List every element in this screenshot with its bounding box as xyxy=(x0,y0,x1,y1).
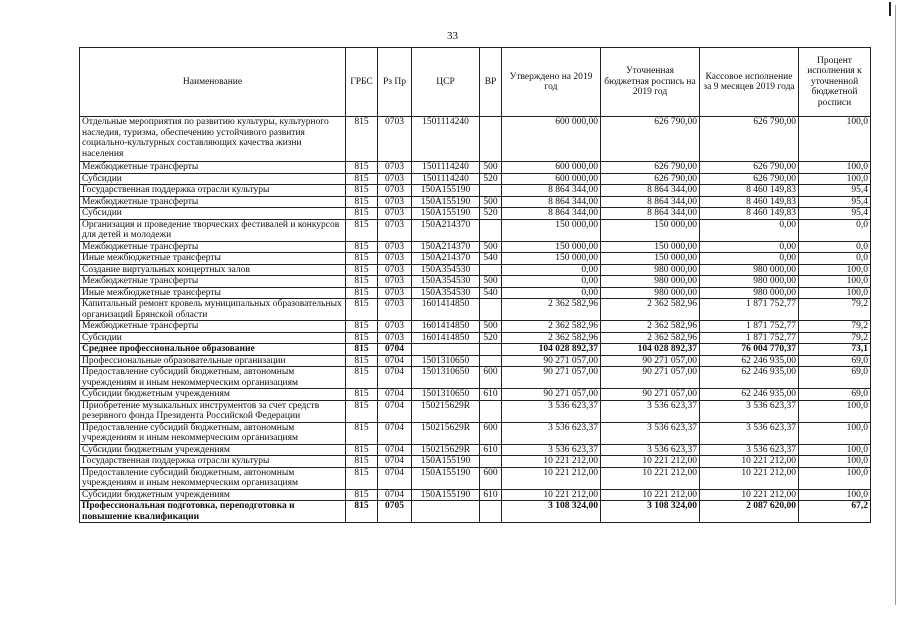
cell-name: Организация и проведение творческих фестивалей и конкурсов для детей и молодежи xyxy=(80,219,346,241)
cell-rzpr: 0703 xyxy=(378,321,412,333)
cell-grbs: 815 xyxy=(346,355,378,367)
cell-grbs: 815 xyxy=(346,467,378,489)
col-header-name: Наименование xyxy=(80,48,346,117)
cell-rzpr: 0703 xyxy=(378,332,412,344)
cell-vr: 610 xyxy=(480,489,502,501)
cell-csr: 150А214370 xyxy=(412,253,480,265)
cell-cash: 1 871 752,77 xyxy=(700,299,799,321)
cell-rzpr: 0703 xyxy=(378,287,412,299)
cell-csr: 150215629R xyxy=(412,422,480,444)
cell-percent: 79,2 xyxy=(799,299,871,321)
table-row xyxy=(80,444,871,456)
cell-percent: 95,4 xyxy=(799,185,871,197)
cell-cash: 62 246 935,00 xyxy=(700,389,799,401)
cell-name: Среднее профессиональное образование xyxy=(80,344,346,356)
cell-cash: 10 221 212,00 xyxy=(700,456,799,468)
cell-percent: 69,0 xyxy=(799,355,871,367)
cell-refined: 2 362 582,96 xyxy=(601,321,700,333)
cell-refined: 90 271 057,00 xyxy=(601,389,700,401)
cell-refined: 2 362 582,96 xyxy=(601,332,700,344)
cell-vr xyxy=(480,400,502,422)
cell-grbs: 815 xyxy=(346,444,378,456)
cell-cash: 8 460 149,83 xyxy=(700,208,799,220)
cell-grbs: 815 xyxy=(346,264,378,276)
cell-vr: 500 xyxy=(480,321,502,333)
cell-approved: 600 000,00 xyxy=(502,117,601,162)
cell-approved: 0,00 xyxy=(502,287,601,299)
cell-refined: 980 000,00 xyxy=(601,276,700,288)
cell-cash: 980 000,00 xyxy=(700,287,799,299)
cell-name: Приобретение музыкальных инструментов за счет средств резервного фонда Президента Российской Федерации xyxy=(80,400,346,422)
table-row xyxy=(80,344,871,356)
cell-rzpr: 0703 xyxy=(378,219,412,241)
table-row xyxy=(80,389,871,401)
cell-grbs: 815 xyxy=(346,332,378,344)
cell-approved: 2 362 582,96 xyxy=(502,332,601,344)
cell-refined: 3 536 623,37 xyxy=(601,444,700,456)
cell-csr: 150А155190 xyxy=(412,489,480,501)
cell-rzpr: 0703 xyxy=(378,162,412,174)
cell-cash: 626 790,00 xyxy=(700,162,799,174)
cell-grbs: 815 xyxy=(346,276,378,288)
cell-refined: 150 000,00 xyxy=(601,253,700,265)
table-header xyxy=(80,48,871,117)
cell-grbs: 815 xyxy=(346,173,378,185)
cell-approved: 0,00 xyxy=(502,264,601,276)
cell-rzpr: 0703 xyxy=(378,208,412,220)
cell-refined: 980 000,00 xyxy=(601,264,700,276)
cell-refined: 10 221 212,00 xyxy=(601,456,700,468)
page-number: 33 xyxy=(447,30,458,42)
cell-rzpr: 0704 xyxy=(378,367,412,389)
cell-approved: 600 000,00 xyxy=(502,173,601,185)
cell-csr: 1501114240 xyxy=(412,173,480,185)
cell-name: Субсидии бюджетным учреждениям xyxy=(80,389,346,401)
cell-grbs: 815 xyxy=(346,219,378,241)
cell-name: Межбюджетные трансферты xyxy=(80,241,346,253)
cell-name: Субсидии бюджетным учреждениям xyxy=(80,489,346,501)
cell-approved: 3 536 623,37 xyxy=(502,400,601,422)
table-row xyxy=(80,264,871,276)
table-row xyxy=(80,355,871,367)
cell-csr: 150215629R xyxy=(412,444,480,456)
cell-refined: 3 108 324,00 xyxy=(601,501,700,523)
table-row xyxy=(80,489,871,501)
cell-refined: 980 000,00 xyxy=(601,287,700,299)
cell-approved: 3 108 324,00 xyxy=(502,501,601,523)
cell-cash: 76 004 770,37 xyxy=(700,344,799,356)
col-header-grbs: ГРБС xyxy=(346,48,378,117)
cell-percent: 0,0 xyxy=(799,253,871,265)
cell-grbs: 815 xyxy=(346,422,378,444)
page-edge-mark xyxy=(889,2,891,16)
cell-refined: 3 536 623,37 xyxy=(601,422,700,444)
cell-csr: 150А155190 xyxy=(412,196,480,208)
cell-vr xyxy=(480,219,502,241)
table-row xyxy=(80,456,871,468)
table-row xyxy=(80,332,871,344)
cell-name: Государственная поддержка отрасли культуры xyxy=(80,185,346,197)
cell-name: Субсидии xyxy=(80,332,346,344)
cell-vr xyxy=(480,501,502,523)
cell-rzpr: 0703 xyxy=(378,299,412,321)
cell-approved: 150 000,00 xyxy=(502,253,601,265)
cell-vr: 610 xyxy=(480,444,502,456)
cell-cash: 626 790,00 xyxy=(700,117,799,162)
cell-csr: 150А354530 xyxy=(412,287,480,299)
cell-csr: 150А214370 xyxy=(412,219,480,241)
table-row xyxy=(80,400,871,422)
cell-rzpr: 0703 xyxy=(378,253,412,265)
cell-percent: 100,0 xyxy=(799,276,871,288)
cell-cash: 0,00 xyxy=(700,241,799,253)
cell-cash: 62 246 935,00 xyxy=(700,367,799,389)
cell-vr: 520 xyxy=(480,208,502,220)
cell-approved: 90 271 057,00 xyxy=(502,389,601,401)
cell-refined: 3 536 623,37 xyxy=(601,400,700,422)
cell-approved: 8 864 344,00 xyxy=(502,208,601,220)
cell-vr xyxy=(480,355,502,367)
cell-percent: 100,0 xyxy=(799,489,871,501)
cell-vr: 540 xyxy=(480,287,502,299)
cell-refined: 10 221 212,00 xyxy=(601,467,700,489)
cell-cash: 3 536 623,37 xyxy=(700,400,799,422)
cell-grbs: 815 xyxy=(346,162,378,174)
cell-cash: 3 536 623,37 xyxy=(700,422,799,444)
cell-vr: 600 xyxy=(480,367,502,389)
cell-approved: 150 000,00 xyxy=(502,219,601,241)
cell-refined: 2 362 582,96 xyxy=(601,299,700,321)
cell-percent: 100,0 xyxy=(799,162,871,174)
cell-cash: 62 246 935,00 xyxy=(700,355,799,367)
cell-name: Профессиональные образовательные организации xyxy=(80,355,346,367)
table-row xyxy=(80,367,871,389)
cell-cash: 0,00 xyxy=(700,253,799,265)
cell-approved: 104 028 892,37 xyxy=(502,344,601,356)
cell-percent: 100,0 xyxy=(799,444,871,456)
cell-refined: 626 790,00 xyxy=(601,162,700,174)
cell-csr: 1501114240 xyxy=(412,117,480,162)
cell-rzpr: 0703 xyxy=(378,185,412,197)
cell-csr xyxy=(412,344,480,356)
cell-csr xyxy=(412,501,480,523)
cell-grbs: 815 xyxy=(346,321,378,333)
cell-vr: 500 xyxy=(480,196,502,208)
cell-csr: 1501310650 xyxy=(412,389,480,401)
col-header-csr: ЦСР xyxy=(412,48,480,117)
cell-percent: 100,0 xyxy=(799,400,871,422)
cell-name: Создание виртуальных концертных залов xyxy=(80,264,346,276)
cell-csr: 150А155190 xyxy=(412,208,480,220)
cell-cash: 2 087 620,00 xyxy=(700,501,799,523)
cell-csr: 1601414850 xyxy=(412,299,480,321)
col-header-refined: Уточненная бюджетная роспись на 2019 год xyxy=(601,48,700,117)
cell-rzpr: 0703 xyxy=(378,241,412,253)
cell-name: Иные межбюджетные трансферты xyxy=(80,253,346,265)
cell-percent: 67,2 xyxy=(799,501,871,523)
col-header-cash: Кассовое исполнение за 9 месяцев 2019 года xyxy=(700,48,799,117)
cell-name: Субсидии xyxy=(80,208,346,220)
cell-refined: 150 000,00 xyxy=(601,241,700,253)
cell-percent: 100,0 xyxy=(799,264,871,276)
cell-grbs: 815 xyxy=(346,489,378,501)
cell-cash: 1 871 752,77 xyxy=(700,332,799,344)
cell-percent: 0,0 xyxy=(799,241,871,253)
cell-rzpr: 0705 xyxy=(378,501,412,523)
table-row xyxy=(80,276,871,288)
cell-rzpr: 0704 xyxy=(378,355,412,367)
cell-percent: 95,4 xyxy=(799,208,871,220)
col-header-vr: ВР xyxy=(480,48,502,117)
cell-refined: 626 790,00 xyxy=(601,173,700,185)
cell-approved: 3 536 623,37 xyxy=(502,444,601,456)
page-right-rule xyxy=(895,5,896,605)
table-row xyxy=(80,241,871,253)
cell-percent: 79,2 xyxy=(799,321,871,333)
cell-percent: 100,0 xyxy=(799,117,871,162)
cell-vr xyxy=(480,299,502,321)
cell-csr: 1501310650 xyxy=(412,367,480,389)
table-body xyxy=(80,117,871,523)
cell-grbs: 815 xyxy=(346,456,378,468)
cell-approved: 8 864 344,00 xyxy=(502,196,601,208)
cell-grbs: 815 xyxy=(346,253,378,265)
cell-rzpr: 0704 xyxy=(378,444,412,456)
cell-refined: 10 221 212,00 xyxy=(601,489,700,501)
cell-vr: 600 xyxy=(480,467,502,489)
cell-rzpr: 0703 xyxy=(378,117,412,162)
cell-grbs: 815 xyxy=(346,400,378,422)
cell-approved: 0,00 xyxy=(502,276,601,288)
cell-name: Межбюджетные трансферты xyxy=(80,162,346,174)
cell-vr: 610 xyxy=(480,389,502,401)
cell-rzpr: 0704 xyxy=(378,489,412,501)
cell-cash: 626 790,00 xyxy=(700,173,799,185)
cell-grbs: 815 xyxy=(346,389,378,401)
cell-approved: 90 271 057,00 xyxy=(502,355,601,367)
cell-vr: 500 xyxy=(480,162,502,174)
table-row xyxy=(80,185,871,197)
table-row xyxy=(80,196,871,208)
cell-approved: 2 362 582,96 xyxy=(502,321,601,333)
cell-approved: 10 221 212,00 xyxy=(502,456,601,468)
table-row xyxy=(80,173,871,185)
cell-name: Предоставление субсидий бюджетным, автономным учреждениям и иным некоммерческим организациям xyxy=(80,467,346,489)
col-header-rzpr: Рз Пр xyxy=(378,48,412,117)
cell-rzpr: 0703 xyxy=(378,264,412,276)
cell-name: Межбюджетные трансферты xyxy=(80,196,346,208)
cell-grbs: 815 xyxy=(346,208,378,220)
cell-name: Капитальный ремонт кровель муниципальных образовательных организаций Брянской области xyxy=(80,299,346,321)
cell-csr: 150А354530 xyxy=(412,276,480,288)
table-row xyxy=(80,253,871,265)
cell-vr xyxy=(480,456,502,468)
cell-csr: 150А354530 xyxy=(412,264,480,276)
cell-refined: 90 271 057,00 xyxy=(601,355,700,367)
col-header-approved: Утверждено на 2019 год xyxy=(502,48,601,117)
cell-approved: 8 864 344,00 xyxy=(502,185,601,197)
table-row xyxy=(80,219,871,241)
cell-percent: 69,0 xyxy=(799,367,871,389)
cell-vr xyxy=(480,117,502,162)
cell-grbs: 815 xyxy=(346,117,378,162)
cell-refined: 8 864 344,00 xyxy=(601,196,700,208)
cell-rzpr: 0703 xyxy=(378,276,412,288)
table-row xyxy=(80,422,871,444)
cell-vr xyxy=(480,264,502,276)
budget-table xyxy=(79,47,871,523)
cell-grbs: 815 xyxy=(346,367,378,389)
cell-percent: 79,2 xyxy=(799,332,871,344)
table-row xyxy=(80,287,871,299)
cell-approved: 90 271 057,00 xyxy=(502,367,601,389)
cell-grbs: 815 xyxy=(346,241,378,253)
cell-name: Субсидии xyxy=(80,173,346,185)
cell-csr: 1601414850 xyxy=(412,321,480,333)
cell-percent: 100,0 xyxy=(799,456,871,468)
cell-grbs: 815 xyxy=(346,299,378,321)
table-row xyxy=(80,467,871,489)
cell-cash: 10 221 212,00 xyxy=(700,467,799,489)
cell-refined: 150 000,00 xyxy=(601,219,700,241)
cell-approved: 3 536 623,37 xyxy=(502,422,601,444)
cell-refined: 104 028 892,37 xyxy=(601,344,700,356)
cell-grbs: 815 xyxy=(346,287,378,299)
cell-rzpr: 0703 xyxy=(378,173,412,185)
cell-vr xyxy=(480,344,502,356)
cell-vr: 500 xyxy=(480,241,502,253)
cell-grbs: 815 xyxy=(346,185,378,197)
cell-grbs: 815 xyxy=(346,196,378,208)
cell-refined: 8 864 344,00 xyxy=(601,208,700,220)
cell-name: Профессиональная подготовка, переподготовка и повышение квалификации xyxy=(80,501,346,523)
cell-vr: 520 xyxy=(480,332,502,344)
cell-grbs: 815 xyxy=(346,344,378,356)
cell-cash: 0,00 xyxy=(700,219,799,241)
cell-vr: 540 xyxy=(480,253,502,265)
cell-csr: 1501114240 xyxy=(412,162,480,174)
cell-csr: 150А214370 xyxy=(412,241,480,253)
cell-approved: 150 000,00 xyxy=(502,241,601,253)
cell-cash: 980 000,00 xyxy=(700,276,799,288)
cell-name: Межбюджетные трансферты xyxy=(80,276,346,288)
cell-csr: 1601414850 xyxy=(412,332,480,344)
cell-percent: 100,0 xyxy=(799,467,871,489)
cell-csr: 1501310650 xyxy=(412,355,480,367)
cell-rzpr: 0704 xyxy=(378,389,412,401)
cell-percent: 100,0 xyxy=(799,173,871,185)
table-row xyxy=(80,162,871,174)
cell-csr: 150А155190 xyxy=(412,456,480,468)
table-row xyxy=(80,299,871,321)
cell-csr: 150А155190 xyxy=(412,467,480,489)
cell-rzpr: 0704 xyxy=(378,422,412,444)
cell-rzpr: 0704 xyxy=(378,400,412,422)
cell-rzpr: 0704 xyxy=(378,456,412,468)
cell-name: Предоставление субсидий бюджетным, автономным учреждениям и иным некоммерческим организациям xyxy=(80,422,346,444)
table-row xyxy=(80,321,871,333)
cell-csr: 150А155190 xyxy=(412,185,480,197)
cell-name: Предоставление субсидий бюджетным, автономным учреждениям и иным некоммерческим организациям xyxy=(80,367,346,389)
cell-vr: 500 xyxy=(480,276,502,288)
cell-name: Отдельные мероприятия по развитию культуры, культурного наследия, туризма, обеспечению устойчивого развития социально-культурных составляющих качества жизни населения xyxy=(80,117,346,162)
cell-percent: 100,0 xyxy=(799,287,871,299)
cell-refined: 90 271 057,00 xyxy=(601,367,700,389)
cell-rzpr: 0703 xyxy=(378,196,412,208)
cell-approved: 10 221 212,00 xyxy=(502,467,601,489)
cell-cash: 1 871 752,77 xyxy=(700,321,799,333)
cell-vr: 600 xyxy=(480,422,502,444)
cell-percent: 69,0 xyxy=(799,389,871,401)
col-header-percent: Процент исполнения к уточненной бюджетной росписи xyxy=(799,48,871,117)
cell-cash: 8 460 149,83 xyxy=(700,185,799,197)
table-row xyxy=(80,208,871,220)
cell-rzpr: 0704 xyxy=(378,467,412,489)
table-row xyxy=(80,117,871,162)
cell-name: Государственная поддержка отрасли культуры xyxy=(80,456,346,468)
cell-approved: 2 362 582,96 xyxy=(502,299,601,321)
cell-name: Иные межбюджетные трансферты xyxy=(80,287,346,299)
cell-cash: 980 000,00 xyxy=(700,264,799,276)
cell-vr: 520 xyxy=(480,173,502,185)
cell-refined: 626 790,00 xyxy=(601,117,700,162)
cell-name: Межбюджетные трансферты xyxy=(80,321,346,333)
cell-csr: 150215629R xyxy=(412,400,480,422)
table-row xyxy=(80,501,871,523)
cell-name: Субсидии бюджетным учреждениям xyxy=(80,444,346,456)
cell-percent: 100,0 xyxy=(799,422,871,444)
cell-vr xyxy=(480,185,502,197)
cell-approved: 10 221 212,00 xyxy=(502,489,601,501)
cell-cash: 8 460 149,83 xyxy=(700,196,799,208)
cell-percent: 95,4 xyxy=(799,196,871,208)
cell-percent: 73,1 xyxy=(799,344,871,356)
cell-percent: 0,0 xyxy=(799,219,871,241)
cell-approved: 600 000,00 xyxy=(502,162,601,174)
cell-grbs: 815 xyxy=(346,501,378,523)
cell-cash: 10 221 212,00 xyxy=(700,489,799,501)
cell-cash: 3 536 623,37 xyxy=(700,444,799,456)
cell-rzpr: 0704 xyxy=(378,344,412,356)
cell-refined: 8 864 344,00 xyxy=(601,185,700,197)
